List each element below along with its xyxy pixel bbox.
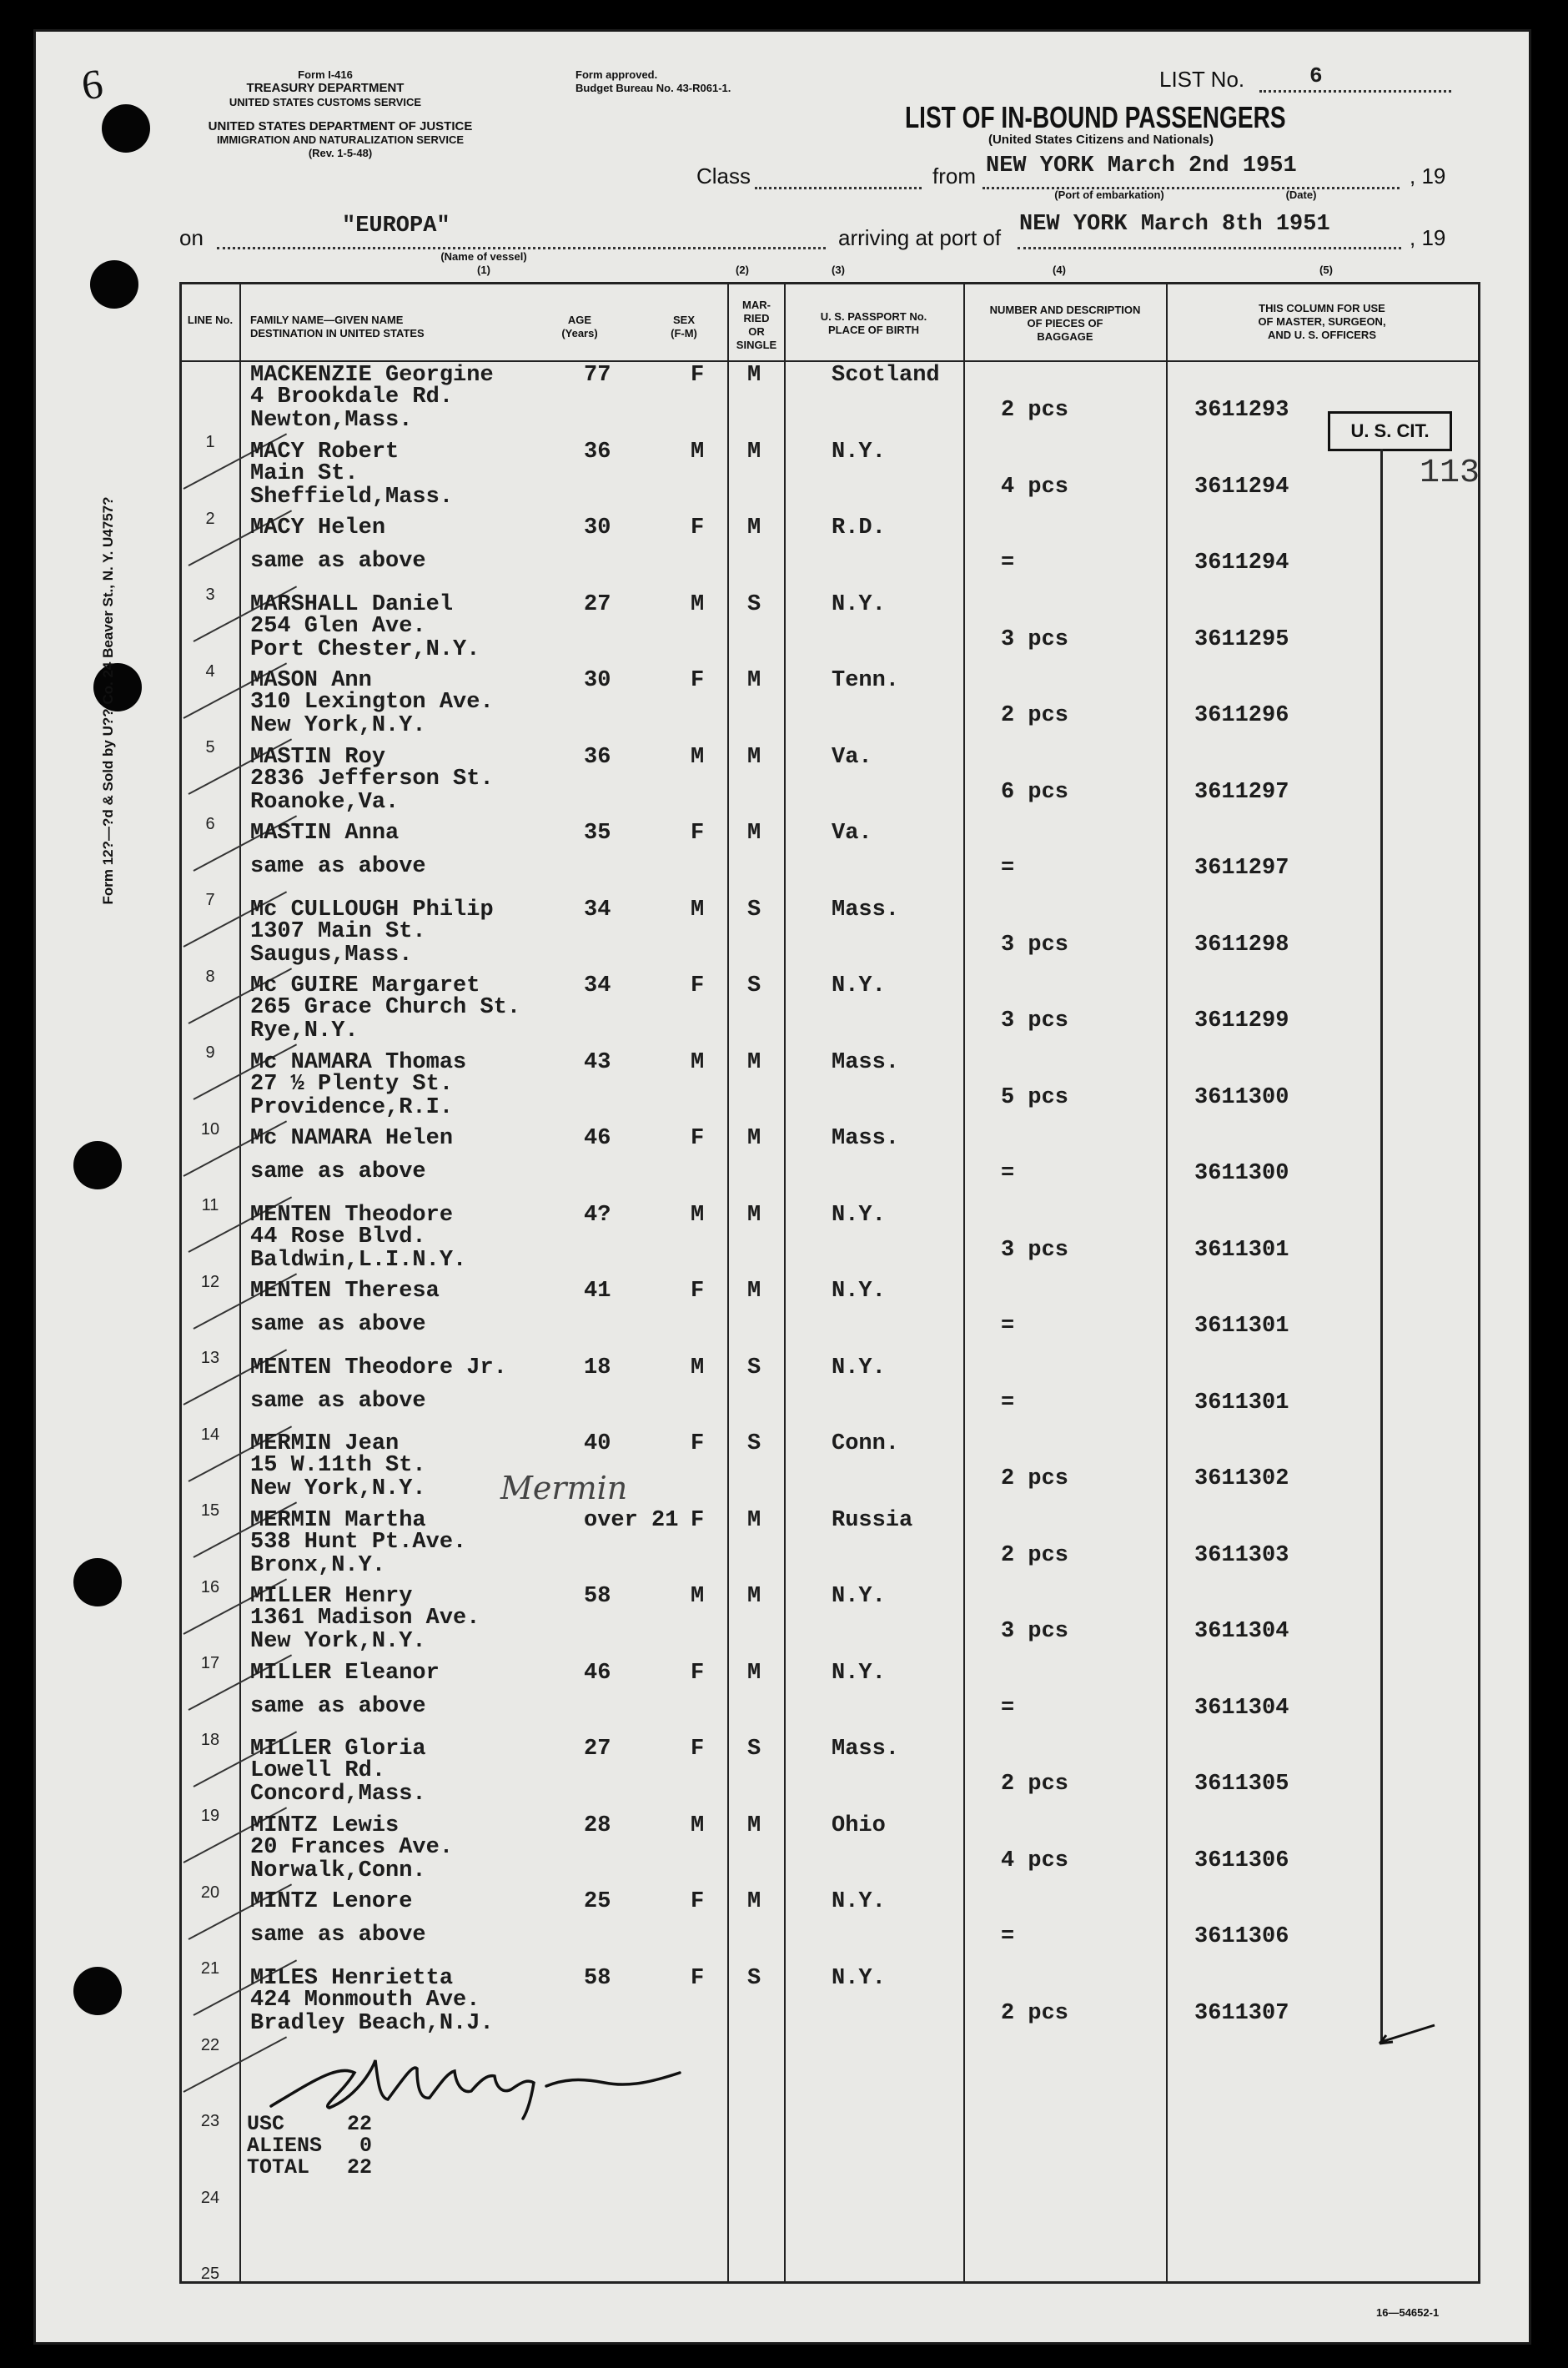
list-title: LIST OF IN-BOUND PASSENGERS	[905, 100, 1286, 134]
line-number: 10	[200, 1119, 220, 1139]
passenger-marital-status: S	[747, 973, 761, 998]
officer-number: 3611304	[1194, 1619, 1289, 1644]
passenger-age: 4?	[584, 1202, 611, 1228]
officer-number: 3611299	[1194, 1008, 1289, 1033]
passenger-destination: Sheffield,Mass.	[250, 484, 454, 510]
form-number: Form I-416	[298, 68, 353, 81]
page-count-mark: 113	[1420, 455, 1480, 492]
baggage-count: 2 pcs	[1001, 398, 1069, 423]
margin-mark: 6	[78, 59, 106, 109]
officer-number: 3611297	[1194, 856, 1289, 881]
passenger-destination: 265 Grace Church St.	[250, 995, 521, 1020]
col-header-sex: SEX (F-M)	[671, 314, 697, 339]
line-number: 11	[201, 1196, 219, 1214]
passenger-marital-status: M	[747, 1049, 761, 1075]
passenger-marital-status: M	[747, 821, 761, 846]
passenger-sex: M	[691, 591, 705, 617]
baggage-count: 2 pcs	[1001, 1466, 1069, 1491]
line-number: 25	[200, 2265, 220, 2283]
on-label: on	[179, 225, 204, 250]
passenger-destination: 1361 Madison Ave.	[250, 1606, 480, 1631]
passenger-age: 36	[584, 744, 611, 770]
officer-number: 3611296	[1194, 703, 1289, 728]
line-number: 22	[200, 2035, 220, 2054]
budget-bureau: Budget Bureau No. 43-R061-1.	[575, 82, 731, 94]
total-aliens: ALIENS 0	[247, 2134, 373, 2158]
passenger-birthplace: Mass.	[832, 1049, 900, 1075]
passenger-destination: 2836 Jefferson St.	[250, 766, 494, 792]
passenger-age: 27	[584, 591, 611, 617]
passenger-sex: M	[691, 1202, 705, 1228]
passenger-birthplace: Ohio	[832, 1812, 886, 1838]
total-all: TOTAL 22	[247, 2155, 373, 2179]
passenger-marital-status: M	[747, 744, 761, 770]
baggage-count: =	[1001, 1314, 1015, 1339]
baggage-count: 2 pcs	[1001, 1772, 1069, 1797]
line-number: 4	[205, 661, 215, 681]
passenger-name: MARSHALL Daniel	[250, 591, 454, 617]
passenger-birthplace: Tenn.	[832, 668, 900, 693]
baggage-count: 3 pcs	[1001, 626, 1069, 652]
col-header-line-no: LINE No.	[187, 314, 234, 326]
passenger-sex: M	[691, 1584, 705, 1609]
passenger-birthplace: N.Y.	[832, 591, 886, 617]
passenger-destination: 20 Frances Ave.	[250, 1834, 454, 1860]
officer-number: 3611294	[1194, 474, 1289, 500]
year-suffix-1: , 19	[1410, 163, 1446, 189]
passenger-destination: same as above	[250, 1388, 426, 1414]
passenger-marital-status: M	[747, 363, 761, 388]
officer-number: 3611298	[1194, 932, 1289, 958]
col-header-officers: THIS COLUMN FOR USE OF MASTER, SURGEON, AND U. S. OFFICERS	[1258, 302, 1386, 341]
passenger-name: MENTEN Theodore	[250, 1202, 454, 1228]
col4-caption: (4)	[1053, 264, 1066, 276]
passenger-sex: F	[691, 1431, 705, 1456]
passenger-marital-status: S	[747, 591, 761, 617]
passenger-marital-status: S	[747, 1431, 761, 1456]
passenger-destination: Lowell Rd.	[250, 1758, 386, 1783]
passenger-age: 36	[584, 439, 611, 465]
passenger-destination: 538 Hunt Pt.Ave.	[250, 1529, 467, 1555]
passenger-destination: Roanoke,Va.	[250, 789, 400, 815]
officer-number: 3611302	[1194, 1466, 1289, 1491]
officer-number: 3611294	[1194, 551, 1289, 576]
passenger-destination: 44 Rose Blvd.	[250, 1224, 426, 1249]
passenger-name: MASTIN Anna	[250, 821, 400, 846]
passenger-birthplace: Russia	[832, 1507, 913, 1533]
line-number: 17	[200, 1654, 220, 1672]
passenger-age: 58	[584, 1965, 611, 1991]
baggage-count: 3 pcs	[1001, 932, 1069, 958]
treasury-dept: TREASURY DEPARTMENT	[246, 81, 405, 95]
date-caption: (Date)	[1285, 189, 1317, 201]
bracket-arrow	[1368, 2019, 1443, 2052]
baggage-count: 3 pcs	[1001, 1237, 1069, 1263]
passenger-marital-status: S	[747, 1355, 761, 1380]
officer-number: 3611301	[1194, 1237, 1289, 1263]
line-number: 19	[200, 1807, 220, 1825]
embarkation-caption: (Port of embarkation)	[1054, 189, 1164, 201]
line-number: 20	[200, 1883, 220, 1902]
passenger-name: MACY Helen	[250, 515, 386, 540]
officer-number: 3611301	[1194, 1390, 1289, 1415]
vessel-name: "EUROPA"	[342, 214, 450, 239]
passenger-destination: same as above	[250, 1312, 426, 1337]
justice-dept: UNITED STATES DEPARTMENT OF JUSTICE	[208, 119, 473, 133]
passenger-marital-status: M	[747, 1660, 761, 1686]
baggage-count: 6 pcs	[1001, 779, 1069, 805]
baggage-count: 3 pcs	[1001, 1619, 1069, 1644]
passenger-sex: M	[691, 897, 705, 923]
col-header-passport: U. S. PASSPORT No. PLACE OF BIRTH	[820, 310, 927, 336]
officer-number: 3611306	[1194, 1848, 1289, 1873]
passenger-name: Mc CULLOUGH Philip	[250, 897, 494, 923]
passenger-name: MILLER Eleanor	[250, 1660, 440, 1686]
passenger-name: MILLER Gloria	[250, 1737, 426, 1762]
list-no-label: LIST No.	[1159, 67, 1245, 92]
passenger-destination: same as above	[250, 549, 426, 574]
officer-number: 3611300	[1194, 1161, 1289, 1186]
passenger-destination: 4 Brookdale Rd.	[250, 385, 454, 410]
line-number: 16	[200, 1577, 220, 1596]
passenger-marital-status: M	[747, 515, 761, 540]
baggage-count: 3 pcs	[1001, 1008, 1069, 1033]
passenger-name: Mc GUIRE Margaret	[250, 973, 480, 998]
line-number: 5	[205, 738, 215, 757]
passenger-sex: F	[691, 1889, 705, 1914]
list-subtitle: (United States Citizens and Nationals)	[988, 133, 1214, 147]
baggage-count: 2 pcs	[1001, 2000, 1069, 2026]
passenger-sex: F	[691, 821, 705, 846]
baggage-count: 2 pcs	[1001, 1542, 1069, 1568]
officer-number: 3611297	[1194, 779, 1289, 805]
col3-caption: (3)	[832, 264, 845, 276]
handwritten-annotation: Mermin	[500, 1470, 628, 1506]
col1-caption: (1)	[477, 264, 490, 276]
passenger-destination: 27 ½ Plenty St.	[250, 1071, 454, 1097]
from-label: from	[932, 163, 976, 189]
passenger-destination: New York,N.Y.	[250, 713, 426, 738]
passenger-age: 58	[584, 1584, 611, 1609]
form-approved: Form approved.	[575, 68, 658, 81]
passenger-marital-status: M	[747, 1507, 761, 1533]
passenger-name: MASON Ann	[250, 668, 372, 693]
passenger-age: 77	[584, 363, 611, 388]
print-code: 16—54652-1	[1376, 2306, 1440, 2319]
passenger-name: MINTZ Lewis	[250, 1812, 400, 1838]
passenger-destination: same as above	[250, 1693, 426, 1719]
side-imprint: Form 12?—?d & Sold by U?? Co. 24 Beaver St., N. Y. U4757?	[100, 496, 116, 905]
line-number: 9	[205, 1043, 215, 1062]
officer-number: 3611295	[1194, 626, 1289, 652]
passenger-sex: F	[691, 1126, 705, 1151]
passenger-destination: Bronx,N.Y.	[250, 1552, 386, 1578]
list-no-value: 6	[1309, 63, 1323, 88]
officer-number: 3611305	[1194, 1772, 1289, 1797]
baggage-count: 4 pcs	[1001, 474, 1069, 500]
passenger-marital-status: M	[747, 1584, 761, 1609]
baggage-count: =	[1001, 1390, 1015, 1415]
passenger-marital-status: S	[747, 1737, 761, 1762]
punch-hole	[73, 1558, 122, 1606]
passenger-age: 40	[584, 1431, 611, 1456]
passenger-sex: M	[691, 744, 705, 770]
baggage-count: =	[1001, 1695, 1015, 1721]
passenger-birthplace: Mass.	[832, 1737, 900, 1762]
line-number: 23	[200, 2112, 220, 2130]
passenger-name: MASTIN Roy	[250, 744, 386, 770]
passenger-birthplace: Mass.	[832, 897, 900, 923]
passenger-destination: 424 Monmouth Ave.	[250, 1987, 480, 2013]
year-suffix-2: , 19	[1410, 225, 1446, 250]
passenger-birthplace: Mass.	[832, 1126, 900, 1151]
officer-number: 3611307	[1194, 2000, 1289, 2026]
officer-number: 3611301	[1194, 1314, 1289, 1339]
class-label: Class	[696, 163, 751, 189]
passenger-destination: Main St.	[250, 460, 359, 486]
baggage-count: =	[1001, 1924, 1015, 1949]
total-usc: USC 22	[247, 2112, 373, 2136]
passenger-destination: Newton,Mass.	[250, 408, 413, 433]
passenger-age: 25	[584, 1889, 611, 1914]
passenger-birthplace: Va.	[832, 744, 872, 770]
passenger-marital-status: M	[747, 668, 761, 693]
passenger-sex: F	[691, 1737, 705, 1762]
passenger-sex: F	[691, 363, 705, 388]
passenger-name: Mc NAMARA Helen	[250, 1126, 454, 1151]
passenger-birthplace: N.Y.	[832, 1584, 886, 1609]
passenger-age: 27	[584, 1737, 611, 1762]
punch-hole	[73, 1967, 122, 2015]
passenger-name: MINTZ Lenore	[250, 1889, 413, 1914]
passenger-birthplace: N.Y.	[832, 439, 886, 465]
passenger-destination: Norwalk,Conn.	[250, 1858, 426, 1883]
immigration-service: IMMIGRATION AND NATURALIZATION SERVICE	[216, 133, 465, 146]
passenger-age: 18	[584, 1355, 611, 1380]
line-number: 12	[200, 1272, 220, 1291]
passenger-age: 46	[584, 1660, 611, 1686]
passenger-name: Mc NAMARA Thomas	[250, 1049, 467, 1075]
passenger-birthplace: N.Y.	[832, 1355, 886, 1380]
passenger-destination: same as above	[250, 1923, 426, 1948]
passenger-name: MERMIN Martha	[250, 1507, 426, 1533]
officer-number: 3611304	[1194, 1695, 1289, 1721]
officer-number: 3611300	[1194, 1084, 1289, 1110]
punch-hole	[73, 1141, 122, 1189]
line-number: 7	[205, 891, 215, 909]
line-number: 18	[200, 1730, 220, 1749]
passenger-destination: Rye,N.Y.	[250, 1018, 359, 1043]
line-number: 21	[200, 1959, 220, 1978]
passenger-birthplace: Scotland	[832, 363, 940, 388]
passenger-sex: F	[691, 1279, 705, 1304]
line-number: 14	[200, 1425, 220, 1444]
officer-number: 3611293	[1194, 398, 1289, 423]
passenger-destination: 1307 Main St.	[250, 918, 426, 944]
passenger-birthplace: Conn.	[832, 1431, 900, 1456]
passenger-birthplace: N.Y.	[832, 1202, 886, 1228]
revision: (Rev. 1-5-48)	[308, 147, 373, 159]
passenger-destination: Baldwin,L.I.N.Y.	[250, 1247, 467, 1273]
passenger-sex: F	[691, 1660, 705, 1686]
passenger-marital-status: M	[747, 1812, 761, 1838]
passenger-destination: Concord,Mass.	[250, 1782, 426, 1807]
passenger-birthplace: N.Y.	[832, 1660, 886, 1686]
passenger-birthplace: Va.	[832, 821, 872, 846]
passenger-age: 46	[584, 1126, 611, 1151]
officer-number: 3611306	[1194, 1924, 1289, 1949]
passenger-sex: F	[691, 515, 705, 540]
col-header-age: AGE (Years)	[561, 314, 598, 339]
port-of-embarkation: NEW YORK March 2nd 1951	[986, 153, 1297, 178]
passenger-sex: M	[691, 1049, 705, 1075]
passenger-destination: Bradley Beach,N.J.	[250, 2010, 494, 2036]
customs-service: UNITED STATES CUSTOMS SERVICE	[229, 96, 422, 108]
baggage-count: =	[1001, 856, 1015, 881]
passenger-destination: same as above	[250, 854, 426, 879]
passenger-destination: Port Chester,N.Y.	[250, 636, 480, 662]
passenger-age: 30	[584, 515, 611, 540]
line-number: 13	[200, 1349, 220, 1367]
col-header-married: MAR- RIED OR SINGLE	[736, 299, 777, 351]
line-number: 6	[205, 814, 215, 833]
passenger-marital-status: M	[747, 1279, 761, 1304]
line-number: 15	[200, 1501, 220, 1520]
col-header-name: FAMILY NAME—GIVEN NAME DESTINATION IN UNITED STATES	[250, 314, 425, 339]
passenger-age: 34	[584, 897, 611, 923]
passenger-marital-status: M	[747, 1126, 761, 1151]
passenger-name: MERMIN Jean	[250, 1431, 400, 1456]
col-header-baggage: NUMBER AND DESCRIPTION OF PIECES OF BAGGAGE	[989, 304, 1141, 343]
passenger-name: MILES Henrietta	[250, 1965, 454, 1991]
passenger-name: MENTEN Theresa	[250, 1279, 440, 1304]
passenger-destination: New York,N.Y.	[250, 1476, 426, 1501]
vessel-caption: (Name of vessel)	[440, 250, 527, 263]
passenger-sex: F	[691, 973, 705, 998]
passenger-sex: F	[691, 668, 705, 693]
passenger-sex: M	[691, 1812, 705, 1838]
passenger-destination: Saugus,Mass.	[250, 942, 413, 968]
baggage-count: 5 pcs	[1001, 1084, 1069, 1110]
passenger-age: 35	[584, 821, 611, 846]
line-number: 3	[205, 586, 215, 604]
passenger-name: MENTEN Theodore Jr.	[250, 1355, 507, 1380]
passenger-marital-status: M	[747, 439, 761, 465]
arriving-label: arriving at port of	[838, 225, 1002, 250]
line-number: 24	[200, 2188, 220, 2207]
us-cit-stamp: U. S. CIT.	[1328, 411, 1452, 451]
passenger-age: 34	[584, 973, 611, 998]
line-number: 1	[205, 433, 215, 451]
passenger-age: 41	[584, 1279, 611, 1304]
passenger-birthplace: N.Y.	[832, 973, 886, 998]
passenger-age: 30	[584, 668, 611, 693]
passenger-marital-status: S	[747, 897, 761, 923]
baggage-count: 2 pcs	[1001, 703, 1069, 728]
col5-caption: (5)	[1319, 264, 1333, 276]
line-number: 8	[205, 967, 215, 986]
passenger-sex: F	[691, 1965, 705, 1991]
passenger-name: MACY Robert	[250, 439, 400, 465]
passenger-destination: 254 Glen Ave.	[250, 613, 426, 639]
passenger-name: MACKENZIE Georgine	[250, 363, 494, 388]
passenger-birthplace: R.D.	[832, 515, 886, 540]
baggage-count: 4 pcs	[1001, 1848, 1069, 1873]
baggage-count: =	[1001, 1161, 1015, 1186]
passenger-marital-status: M	[747, 1889, 761, 1914]
arrival-port-date: NEW YORK March 8th 1951	[1019, 212, 1330, 237]
passenger-age: 43	[584, 1049, 611, 1075]
passenger-birthplace: N.Y.	[832, 1965, 886, 1991]
line-number: 2	[205, 509, 215, 528]
passenger-sex: F	[691, 1507, 705, 1533]
baggage-count: =	[1001, 551, 1015, 576]
col2-caption: (2)	[736, 264, 749, 276]
passenger-birthplace: N.Y.	[832, 1279, 886, 1304]
punch-hole	[90, 260, 138, 309]
passenger-birthplace: N.Y.	[832, 1889, 886, 1914]
passenger-age: over 21	[584, 1507, 679, 1533]
officer-number: 3611303	[1194, 1542, 1289, 1568]
passenger-marital-status: M	[747, 1202, 761, 1228]
passenger-destination: Providence,R.I.	[250, 1094, 454, 1120]
passenger-sex: M	[691, 1355, 705, 1380]
passenger-marital-status: S	[747, 1965, 761, 1991]
passenger-age: 28	[584, 1812, 611, 1838]
passenger-destination: same as above	[250, 1159, 426, 1184]
passenger-sex: M	[691, 439, 705, 465]
passenger-destination: New York,N.Y.	[250, 1629, 426, 1654]
passenger-destination: 15 W.11th St.	[250, 1453, 426, 1478]
passenger-destination: 310 Lexington Ave.	[250, 690, 494, 715]
passenger-name: MILLER Henry	[250, 1584, 413, 1609]
